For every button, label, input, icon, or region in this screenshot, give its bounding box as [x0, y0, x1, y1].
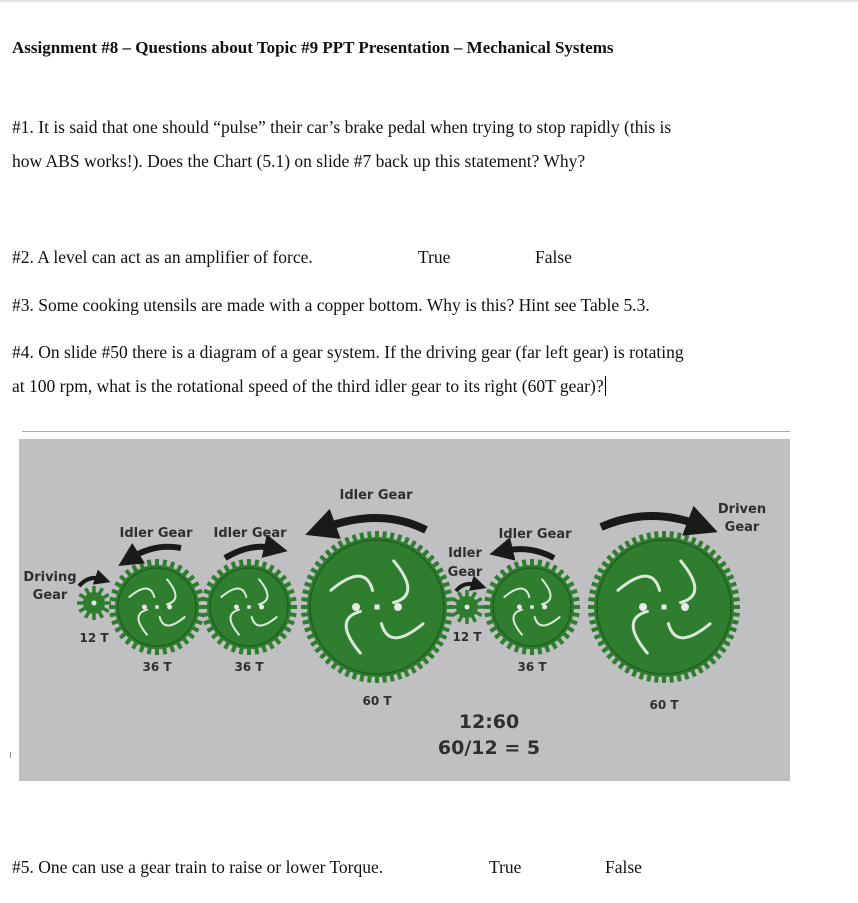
question-4-line-2 [12, 369, 684, 403]
driven-gear-label-line-1: Driven [717, 502, 767, 517]
driven-gear-label-line-2: Gear [724, 520, 760, 535]
question-4 [12, 335, 684, 403]
question-2-false-option[interactable]: False [535, 247, 572, 267]
margin-mark [10, 752, 11, 758]
question-1 [12, 110, 671, 178]
question-4-line-1: #4. On slide #50 there is a diagram of a gear system. If the driving gear (far left gear) is rotating [12, 342, 684, 362]
question-1-line-1: #1. It is said that one should “pulse” their car’s brake pedal when trying to stop rapidly (this is [12, 117, 672, 137]
idler-gear-4-label-line-1: Idler [448, 546, 482, 561]
idler-gear-4-label-line-2: Gear [447, 565, 483, 580]
horizontal-divider [22, 431, 790, 432]
idler-gear-5-label: Idler Gear [498, 527, 572, 542]
gear-system-diagram [19, 439, 790, 781]
question-3: #3. Some cooking utensils are made with a copper bottom. Why is this? Hint see Table 5.3. [12, 295, 650, 315]
gear-3-teeth-label: 36 T [234, 660, 264, 674]
gear-4-teeth-label: 60 T [362, 694, 392, 708]
gear-5-teeth-label: 12 T [452, 630, 482, 644]
gear-2-teeth-label: 36 T [142, 660, 172, 674]
question-2-true-option[interactable]: True [418, 247, 451, 267]
assignment-title: Assignment #8 – Questions about Topic #9 PPT Presentation – Mechanical Systems [12, 38, 614, 57]
gear-6-teeth-label: 36 T [517, 660, 547, 674]
idler-gear-3-label: Idler Gear [339, 488, 413, 503]
question-5-false-option[interactable]: False [605, 857, 642, 877]
idler-gear-2-label: Idler Gear [213, 526, 287, 541]
driving-gear-label-line-1: Driving [23, 570, 77, 585]
top-border [0, 0, 858, 2]
question-4-line-2-text: at 100 rpm, what is the rotational speed of the third idler gear to its right (60T gear)? [12, 376, 604, 396]
ratio-label-line-1: 12:60 [458, 711, 520, 733]
question-5-true-option[interactable]: True [489, 857, 522, 877]
text-cursor [605, 376, 606, 396]
question-5: #5. One can use a gear train to raise or lower Torque. [12, 857, 384, 877]
gear-1-teeth-label: 12 T [79, 631, 109, 645]
question-2: #2. A level can act as an amplifier of force. [12, 247, 313, 267]
driving-gear-label-line-2: Gear [32, 588, 68, 603]
idler-gear-1-label: Idler Gear [119, 526, 193, 541]
gear-diagram-svg [19, 439, 790, 781]
gear-7-teeth-label: 60 T [649, 698, 679, 712]
question-1-line-2: how ABS works!). Does the Chart (5.1) on slide #7 back up this statement? Why? [12, 151, 586, 171]
ratio-label-line-2: 60/12 = 5 [437, 737, 541, 759]
